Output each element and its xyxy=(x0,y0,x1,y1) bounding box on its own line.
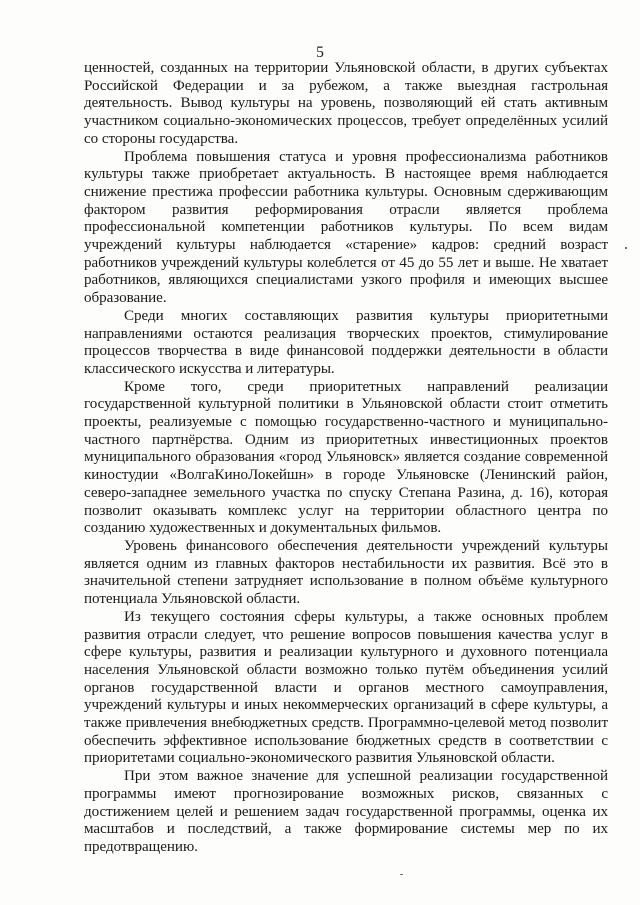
paragraph-partnership-projects: Кроме того, среди приоритетных направлений реализации государственной культурной политики в Ульяновской области стоит отметить проекты, реализуемые с помощью государственно-частного и муниципально-частного партнёрства. Одним из приоритетных инвестиционных проектов муниципального образования «город Ульяновск» является создание современной киностудии «ВолгаКиноЛокейшн» в городе Ульяновске (Ленинский район, северо-западнее земельного участка по спуску Степана Разина, д. 16), которая позволит оказывать комплекс услуг на территории областного центра по созданию художественных и документальных фильмов. xyxy=(84,378,608,537)
scan-speck xyxy=(625,247,627,249)
scan-speck xyxy=(400,874,403,875)
paragraph-financing: Уровень финансового обеспечения деятельности учреждений культуры является одним из главных факторов нестабильности их развития. Всё это в значительной степени затрудняет использование в полном объёме культурного потенциала Ульяновской области. xyxy=(84,537,608,608)
paragraph-continuation: ценностей, созданных на территории Ульяновской области, в других субъектах Российской Федерации и за рубежом, а также выездная гастрольная деятельность. Вывод культуры на уровень, позволяющий ей стать активным участником социально-экономических процессов, требует определённых усилий со стороны государства. xyxy=(84,60,608,147)
page-number: 5 xyxy=(316,44,324,61)
body-text xyxy=(84,60,608,857)
paragraph-program-method: Из текущего состояния сферы культуры, а также основных проблем развития отрасли следует, что решение вопросов повышения качества услуг в сфере культуры, развития и реализации культурного и духовного потенциала населения Ульяновской области возможно только путём объединения усилий органов государственной власти и органов местного самоуправления, учреждений культуры и иных некоммерческих организаций в сфере культуры, а также привлечения внебюджетных средств. Программно-целевой метод позволит обеспечить эффективное использование бюджетных средств в соответствии с приоритетами социально-экономического развития Ульяновской области. xyxy=(84,608,608,767)
paragraph-staff-professionalism: Проблема повышения статуса и уровня профессионализма работников культуры также приобретает актуальность. В настоящее время наблюдается снижение престижа профессии работника культуры. Основным сдерживающим фактором развития реформирования отрасли является проблема профессиональной компетенции работников культуры. По всем видам учреждений культуры наблюдается «старение» кадров: средний возраст работников учреждений культуры колеблется от 45 до 55 лет и выше. Не хватает работников, являющихся специалистами узкого профиля и имеющих высшее образование. xyxy=(84,148,608,307)
paragraph-priority-directions: Среди многих составляющих развития культуры приоритетными направлениями остаются реализация творческих проектов, стимулирование процессов творчества в виде финансовой поддержки деятельности в области классического искусства и литературы. xyxy=(84,307,608,377)
paragraph-risks: При этом важное значение для успешной реализации государственной программы имеют прогнозирование возможных рисков, связанных с достижением целей и решением задач государственной программы, оценка их масштабов и последствий, а также формирование системы мер по их предотвращению. xyxy=(84,768,608,855)
